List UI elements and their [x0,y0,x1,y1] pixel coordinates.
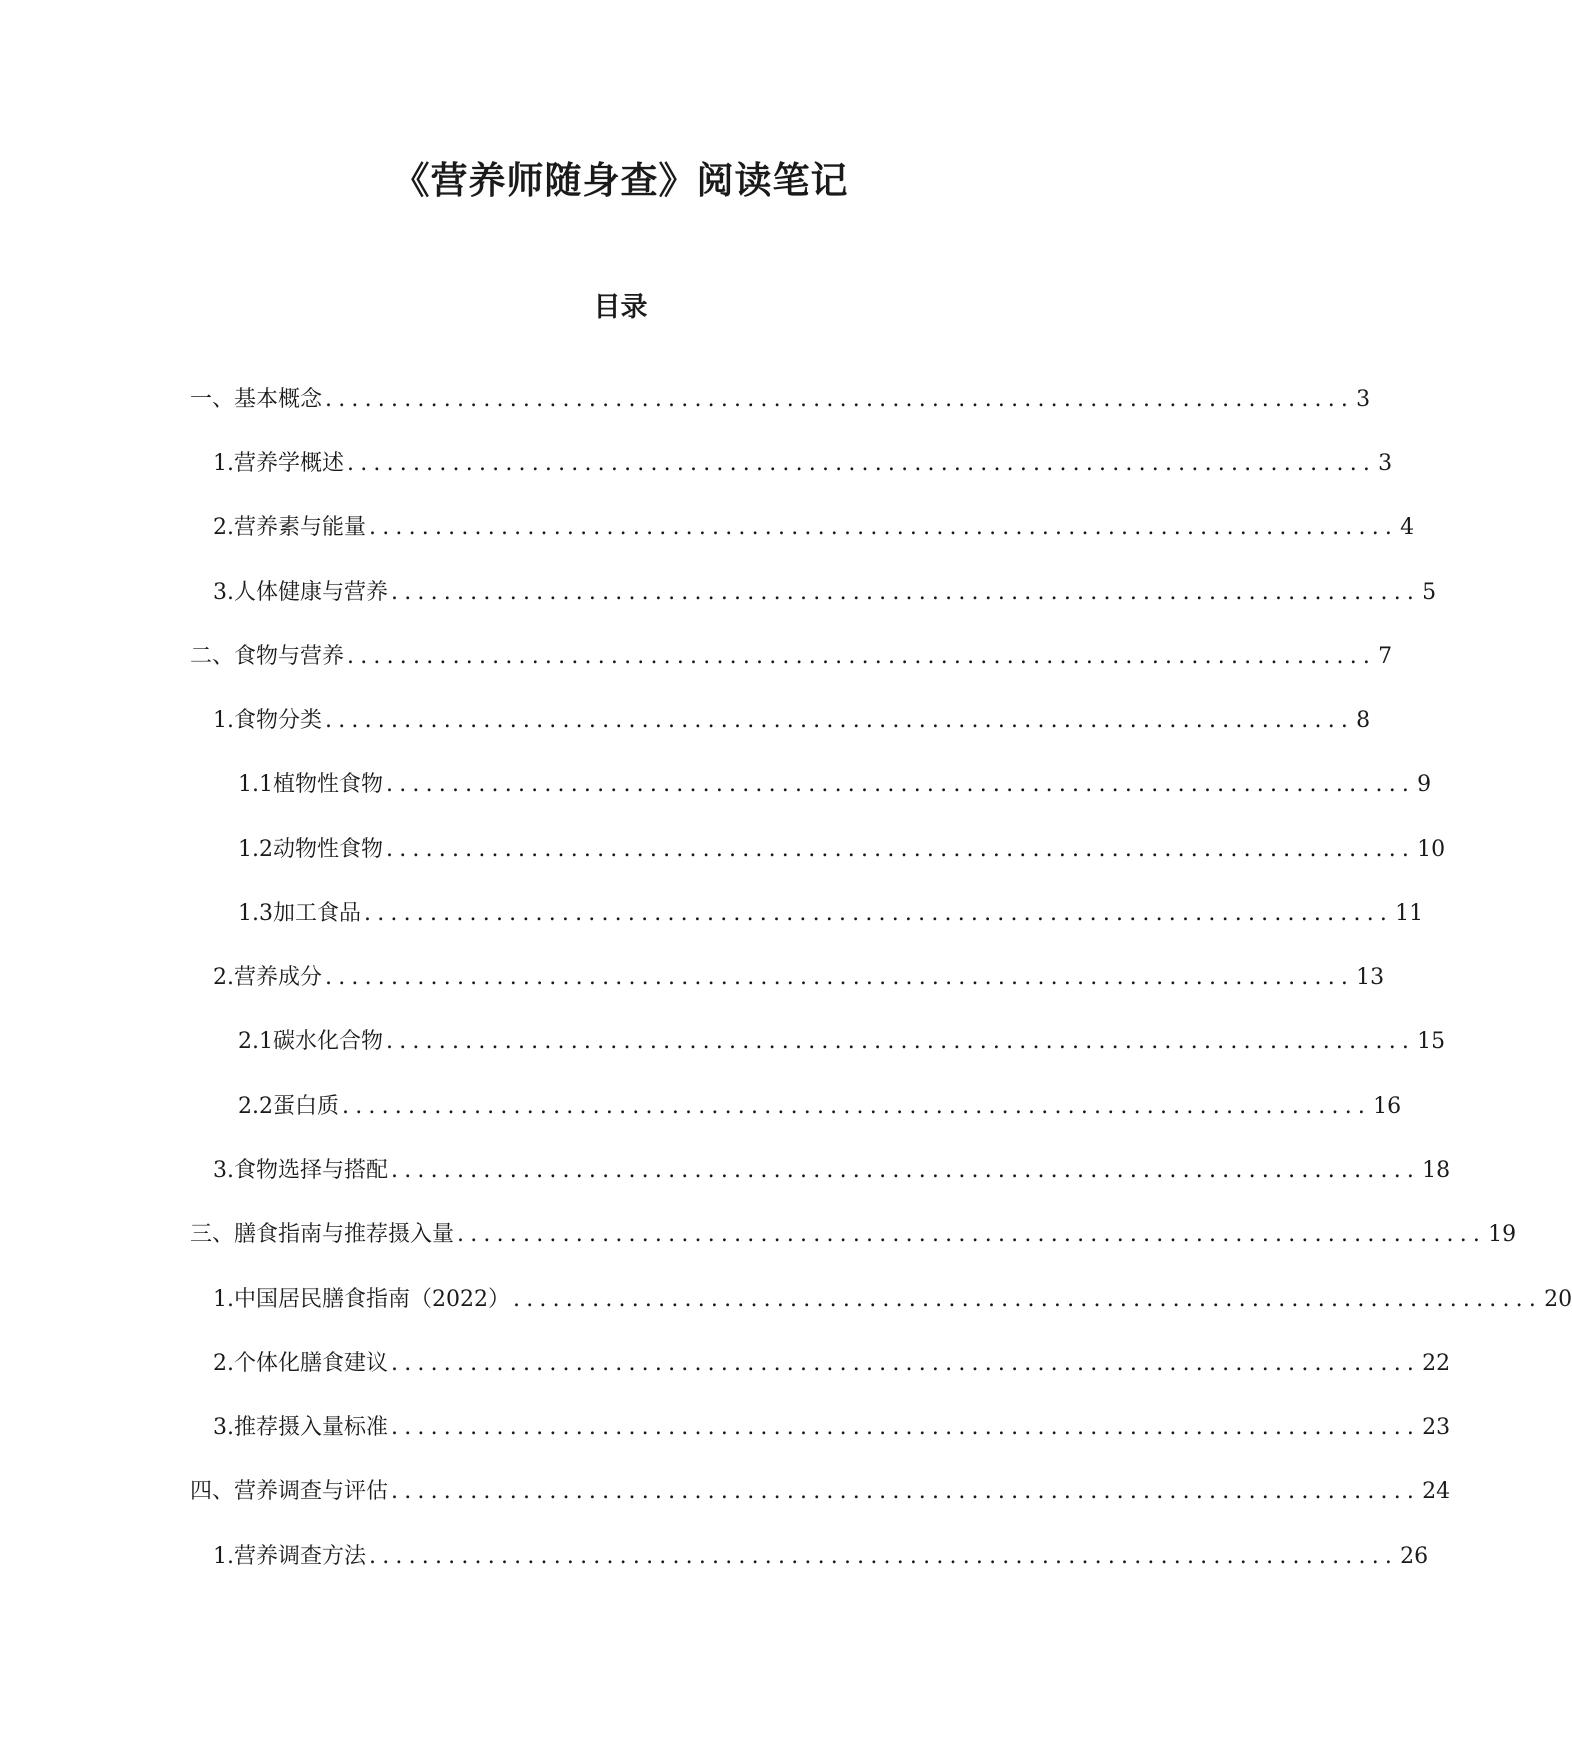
toc-entry-page: 11 [1395,901,1424,926]
toc-entry-number: 3. [213,1158,234,1183]
toc-entry[interactable] [190,640,1393,674]
toc-entry[interactable] [213,1283,1572,1317]
toc-entry[interactable] [238,768,1432,802]
toc-entry-number: 2.2 [238,1094,273,1119]
toc-entry-page: 22 [1422,1351,1451,1376]
toc-dot-leader: .............................................................................. [325,965,1355,990]
toc-entry-number: 2.1 [238,1029,273,1054]
toc-entry-title: 动物性食物 [273,837,384,862]
toc-entry-title: 营养学概述 [234,451,345,476]
toc-entry-page: 3 [1378,451,1393,476]
toc-dot-leader: .............................................................................. [386,1029,1416,1054]
document-title: 《营养师随身查》阅读笔记 [392,158,849,202]
toc-entry-number: 1. [213,451,234,476]
toc-entry-title: 营养调查与评估 [234,1479,389,1504]
toc-entry[interactable] [238,1025,1446,1059]
toc-entry-page: 10 [1417,837,1446,862]
toc-entry[interactable] [213,704,1371,738]
toc-entry-number: 三、 [190,1222,235,1247]
toc-dot-leader: .............................................................................. [386,837,1416,862]
toc-entry-page: 18 [1422,1158,1451,1183]
toc-heading: 目录 [593,292,648,323]
toc-entry-number: 一、 [190,387,235,412]
toc-entry-title: 营养素与能量 [234,515,367,540]
toc-entry-title: 加工食品 [273,901,362,926]
toc-entry-title: 食物分类 [234,708,323,733]
toc-entry[interactable] [213,1154,1451,1188]
toc-entry-number: 2. [213,1351,234,1376]
toc-entry-title: 推荐摄入量标准 [234,1415,389,1440]
toc-entry-number: 四、 [190,1479,235,1504]
toc-entry-title: 碳水化合物 [273,1029,384,1054]
toc-dot-leader: .............................................................................. [386,772,1416,797]
toc-entry-page: 8 [1356,708,1371,733]
toc-entry-number: 1.3 [238,901,273,926]
toc-entry[interactable] [190,1218,1517,1252]
toc-entry-page: 7 [1378,644,1393,669]
toc-dot-leader: .............................................................................. [457,1222,1487,1247]
toc-dot-leader: .............................................................................. [391,1415,1421,1440]
toc-entry-page: 19 [1488,1222,1517,1247]
toc-entry-page: 4 [1400,515,1415,540]
toc-entry-number: 2. [213,515,234,540]
toc-entry-number: 1.1 [238,772,273,797]
toc-entry[interactable] [190,383,1371,417]
toc-dot-leader: .............................................................................. [347,451,1377,476]
toc-entry[interactable] [213,576,1437,610]
toc-entry-page: 23 [1422,1415,1451,1440]
toc-entry-title: 食物与营养 [234,644,345,669]
toc-entry[interactable] [213,961,1385,995]
toc-entry-title: 营养成分 [234,965,323,990]
toc-entry-title: 食物选择与搭配 [234,1158,389,1183]
toc-entry-number: 2. [213,965,234,990]
toc-entry[interactable] [213,1540,1429,1574]
toc-entry-page: 15 [1417,1029,1446,1054]
toc-dot-leader: .............................................................................. [325,708,1355,733]
toc-entry-number: 3. [213,580,234,605]
toc-entry-title: 基本概念 [234,387,323,412]
toc-entry[interactable] [213,511,1415,545]
toc-entry-number: 1.2 [238,837,273,862]
toc-dot-leader: .............................................................................. [513,1287,1543,1312]
toc-dot-leader: .............................................................................. [369,515,1399,540]
toc-entry[interactable] [238,897,1424,931]
toc-entry-page: 13 [1356,965,1385,990]
toc-entry[interactable] [190,1475,1451,1509]
toc-entry-title: 中国居民膳食指南（2022） [234,1287,510,1312]
toc-entry[interactable] [238,833,1446,867]
toc-entry-title: 个体化膳食建议 [234,1351,389,1376]
toc-entry[interactable] [213,1411,1451,1445]
toc-entry[interactable] [213,447,1393,481]
toc-entry-page: 26 [1400,1544,1429,1569]
toc-entry[interactable] [238,1090,1402,1124]
toc-entry[interactable] [213,1347,1451,1381]
toc-entry-page: 9 [1417,772,1432,797]
toc-entry-number: 1. [213,1287,234,1312]
toc-dot-leader: .............................................................................. [369,1544,1399,1569]
toc-entry-title: 膳食指南与推荐摄入量 [234,1222,455,1247]
toc-entry-title: 蛋白质 [273,1094,340,1119]
toc-entry-title: 人体健康与营养 [234,580,389,605]
toc-dot-leader: .............................................................................. [342,1094,1372,1119]
toc-dot-leader: .............................................................................. [347,644,1377,669]
toc-entry-page: 3 [1356,387,1371,412]
toc-entry-number: 1. [213,708,234,733]
toc-entry-number: 3. [213,1415,234,1440]
toc-entry-page: 5 [1422,580,1437,605]
toc-entry-page: 24 [1422,1479,1451,1504]
toc-entry-page: 16 [1373,1094,1402,1119]
toc-dot-leader: .............................................................................. [391,1479,1421,1504]
toc-entry-number: 1. [213,1544,234,1569]
toc-entry-page: 20 [1544,1287,1572,1312]
toc-dot-leader: .............................................................................. [391,1158,1421,1183]
toc-entry-title: 植物性食物 [273,772,384,797]
toc-dot-leader: .............................................................................. [391,580,1421,605]
toc-entry-number: 二、 [190,644,235,669]
toc-dot-leader: .............................................................................. [391,1351,1421,1376]
toc-dot-leader: .............................................................................. [364,901,1394,926]
toc-dot-leader: .............................................................................. [325,387,1355,412]
toc-entry-title: 营养调查方法 [234,1544,367,1569]
